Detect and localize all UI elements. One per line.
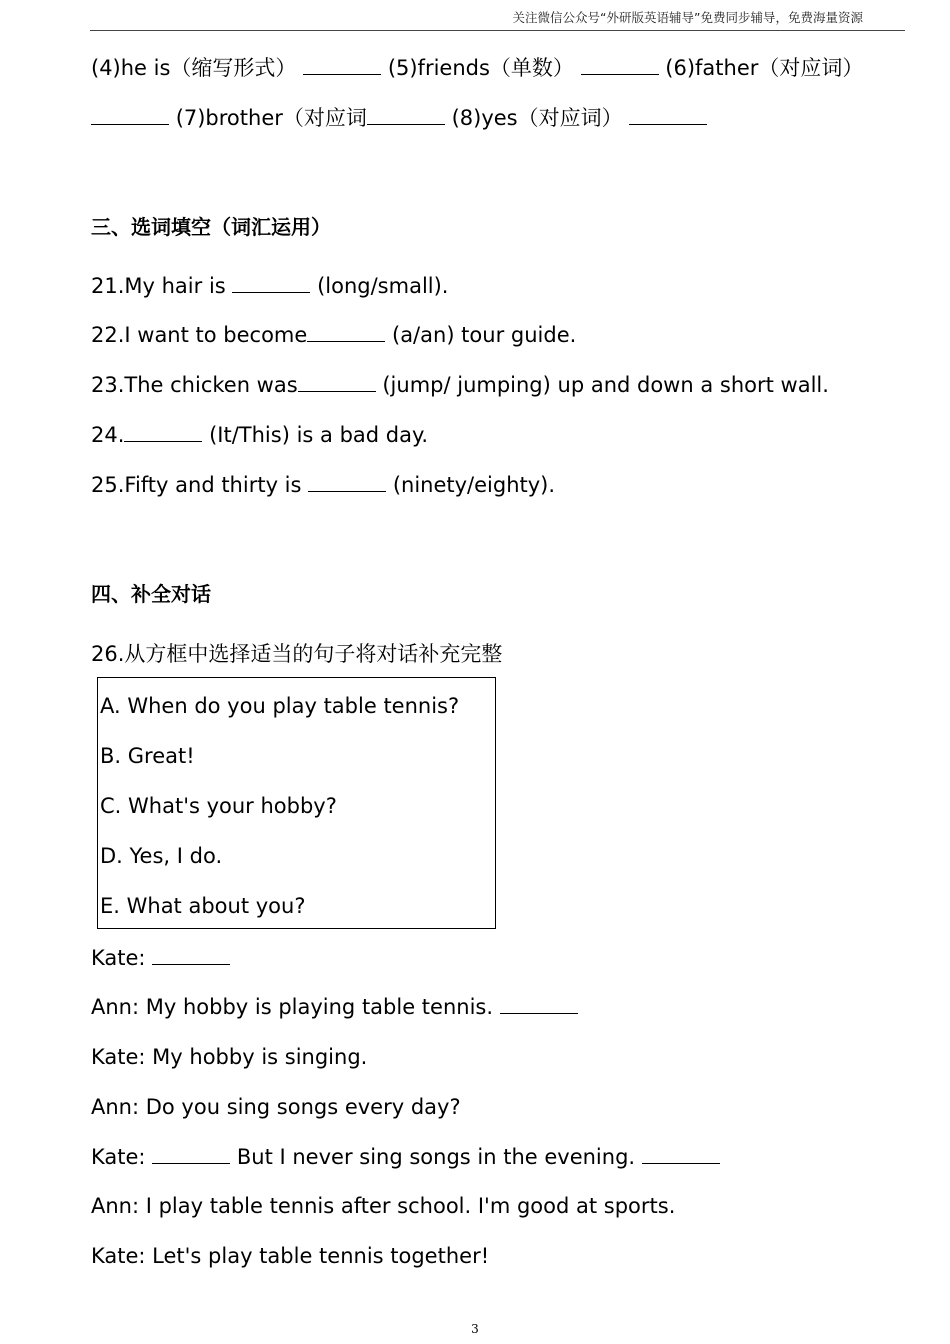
dialogue-text: Ann: My hobby is playing table tennis. <box>91 995 494 1019</box>
item-8-label: (8)yes（对应词） <box>451 106 623 130</box>
question-text: 25.Fifty and thirty is <box>91 473 302 497</box>
dialogue-text: Kate: <box>91 946 146 970</box>
dialogue-line-5 <box>91 1144 720 1170</box>
question-21 <box>91 273 449 299</box>
question-26-instruction: 26.从方框中选择适当的句子将对话补充完整 <box>91 642 503 666</box>
question-choices: (a/an) tour guide. <box>392 323 577 347</box>
question-text: 23.The chicken was <box>91 373 298 397</box>
answer-blank <box>642 1145 720 1164</box>
dialogue-line-3: Kate: My hobby is singing. <box>91 1045 368 1069</box>
item-5-label: (5)friends（单数） <box>387 56 574 80</box>
answer-blank <box>308 473 386 492</box>
option-a: A. When do you play table tennis? <box>100 694 460 718</box>
question-choices: (It/This) is a bad day. <box>209 423 429 447</box>
question-22 <box>91 322 576 348</box>
answer-blank <box>307 323 385 342</box>
exercise-line-1 <box>91 55 863 81</box>
question-text: 24. <box>91 423 125 447</box>
dialogue-text: Kate: <box>91 1145 146 1169</box>
answer-blank <box>367 106 445 125</box>
dialogue-line-7: Kate: Let's play table tennis together! <box>91 1244 490 1268</box>
question-choices: (jump/ jumping) up and down a short wall. <box>382 373 829 397</box>
answer-blank <box>629 106 707 125</box>
answer-blank <box>298 373 376 392</box>
exercise-line-2 <box>91 105 707 131</box>
option-c: C. What's your hobby? <box>100 794 337 818</box>
answer-blank <box>303 56 381 75</box>
answer-blank <box>91 106 169 125</box>
question-24 <box>91 422 428 448</box>
dialogue-line-1 <box>91 945 230 971</box>
dialogue-line-4: Ann: Do you sing songs every day? <box>91 1095 461 1119</box>
question-text: 21.My hair is <box>91 274 226 298</box>
dialogue-line-2 <box>91 994 578 1020</box>
question-text: 22.I want to become <box>91 323 308 347</box>
dialogue-text: But I never sing songs in the evening. <box>236 1145 636 1169</box>
header-divider <box>90 30 905 31</box>
answer-blank <box>232 274 310 293</box>
answer-blank <box>152 946 230 965</box>
option-b: B. Great! <box>100 744 195 768</box>
item-4-label: (4)he is（缩写形式） <box>91 56 297 80</box>
options-box <box>97 677 496 929</box>
option-e: E. What about you? <box>100 894 306 918</box>
option-d: D. Yes, I do. <box>100 844 223 868</box>
question-23 <box>91 372 829 398</box>
answer-blank <box>124 423 202 442</box>
section-4-heading: 四、补全对话 <box>91 582 211 606</box>
section-3-heading: 三、选词填空（词汇运用） <box>91 215 331 239</box>
item-7-label: (7)brother（对应词 <box>175 106 367 130</box>
page-number: 3 <box>471 1322 479 1336</box>
page-header-text: 关注微信公众号“外研版英语辅导”免费同步辅导，免费海量资源 <box>512 10 863 25</box>
answer-blank <box>500 995 578 1014</box>
question-25 <box>91 472 555 498</box>
question-choices: (long/small). <box>317 274 449 298</box>
question-choices: (ninety/eighty). <box>392 473 556 497</box>
dialogue-line-6: Ann: I play table tennis after school. I'm good at sports. <box>91 1194 676 1218</box>
item-6-label: (6)father（对应词） <box>665 56 864 80</box>
answer-blank <box>581 56 659 75</box>
answer-blank <box>152 1145 230 1164</box>
